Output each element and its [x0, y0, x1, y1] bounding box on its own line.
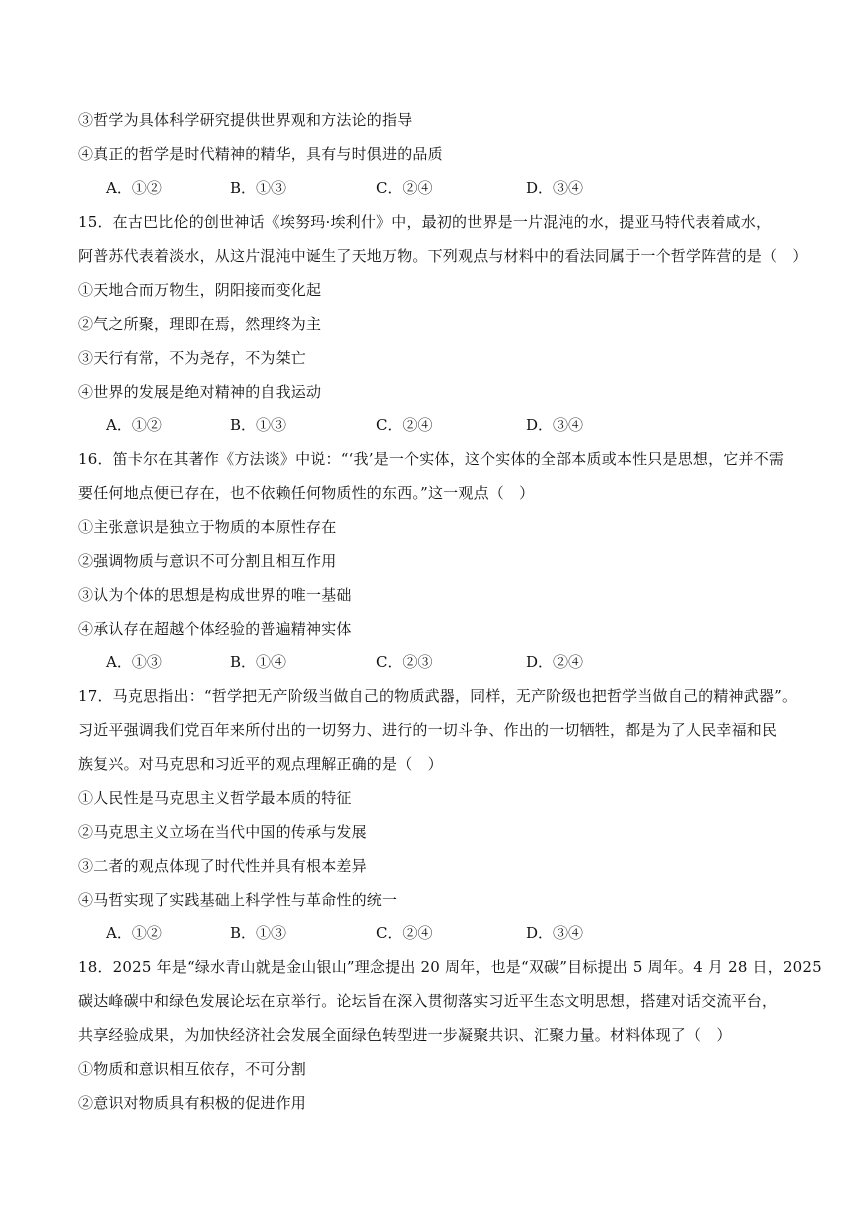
q15-item-1: ①天地合而万物生，阴阳接而变化起 [78, 281, 322, 299]
q15-stem-line-2: 阿普苏代表着淡水，从这片混沌中诞生了天地万物。下列观点与材料中的看法同属于一个哲学阵营的是（ ） [78, 247, 808, 265]
q17-option-a[interactable]: A．①② [106, 924, 162, 942]
q16-option-c[interactable]: C．②③ [376, 653, 433, 671]
q14-option-c[interactable]: C．②④ [376, 179, 433, 197]
q18-item-2: ②意识对物质具有积极的促进作用 [78, 1094, 307, 1112]
q15-stem-line-1: 15．在古巴比伦的创世神话《埃努玛·埃利什》中，最初的世界是一片混沌的水，提亚马特代表着咸水， [78, 213, 772, 231]
q18-stem-line-1: 18．2025 年是“绿水青山就是金山银山”理念提出 20 周年，也是“双碳”目标提出 5 周年。4 月 28 日，2025 [78, 958, 822, 976]
q16-option-b[interactable]: B．①④ [230, 653, 287, 671]
q15-option-d[interactable]: D．③④ [526, 416, 584, 434]
q17-item-3: ③二者的观点体现了时代性并具有根本差异 [78, 857, 367, 875]
q15-option-a[interactable]: A．①② [106, 416, 162, 434]
q14-option-a[interactable]: A．①② [106, 179, 162, 197]
q15-option-b[interactable]: B．①③ [230, 416, 287, 434]
q17-option-b[interactable]: B．①③ [230, 924, 287, 942]
q17-item-2: ②马克思主义立场在当代中国的传承与发展 [78, 823, 367, 841]
q15-item-2: ②气之所聚，理即在焉，然理终为主 [78, 315, 322, 333]
q15-option-c[interactable]: C．②④ [376, 416, 433, 434]
q17-option-c[interactable]: C．②④ [376, 924, 433, 942]
q15-item-3: ③天行有常，不为尧存，不为桀亡 [78, 349, 307, 367]
q17-item-1: ①人民性是马克思主义哲学最本质的特征 [78, 789, 352, 807]
q16-item-1: ①主张意识是独立于物质的本原性存在 [78, 518, 337, 536]
q17-stem-line-2: 习近平强调我们党百年来所付出的一切努力、进行的一切斗争、作出的一切牺牲，都是为了人民幸福和民 [78, 721, 778, 739]
q16-item-3: ③认为个体的思想是构成世界的唯一基础 [78, 586, 352, 604]
q16-option-a[interactable]: A．①③ [106, 653, 162, 671]
q14-option-d[interactable]: D．③④ [526, 179, 584, 197]
q16-option-d[interactable]: D．②④ [526, 653, 584, 671]
q18-stem-line-2: 碳达峰碳中和绿色发展论坛在京举行。论坛旨在深入贯彻落实习近平生态文明思想，搭建对话交流平台， [78, 992, 778, 1010]
q17-option-d[interactable]: D．③④ [526, 924, 584, 942]
q14-option-b[interactable]: B．①③ [230, 179, 287, 197]
q17-stem-line-3: 族复兴。对马克思和习近平的观点理解正确的是（ ） [78, 755, 443, 773]
q14-item-4: ④真正的哲学是时代精神的精华，具有与时俱进的品质 [78, 145, 443, 163]
q15-item-4: ④世界的发展是绝对精神的自我运动 [78, 383, 322, 401]
q16-stem-line-1: 16．笛卡尔在其著作《方法谈》中说：“‘我’是一个实体，这个实体的全部本质或本性只是思想，它并不需 [78, 450, 785, 468]
q14-item-3: ③哲学为具体科学研究提供世界观和方法论的指导 [78, 111, 413, 129]
q16-item-4: ④承认存在超越个体经验的普遍精神实体 [78, 620, 352, 638]
q17-item-4: ④马哲实现了实践基础上科学性与革命性的统一 [78, 891, 398, 909]
q16-stem-line-2: 要任何地点便已存在，也不依赖任何物质性的东西。”这一观点（ ） [78, 484, 535, 502]
q18-stem-line-3: 共享经验成果，为加快经济社会发展全面绿色转型进一步凝聚共识、汇聚力量。材料体现了（ ） [78, 1026, 732, 1044]
q17-stem-line-1: 17．马克思指出：“哲学把无产阶级当做自己的物质武器，同样，无产阶级也把哲学当做自己的精神武器”。 [78, 687, 798, 705]
q16-item-2: ②强调物质与意识不可分割且相互作用 [78, 552, 337, 570]
q18-item-1: ①物质和意识相互依存，不可分割 [78, 1060, 307, 1078]
